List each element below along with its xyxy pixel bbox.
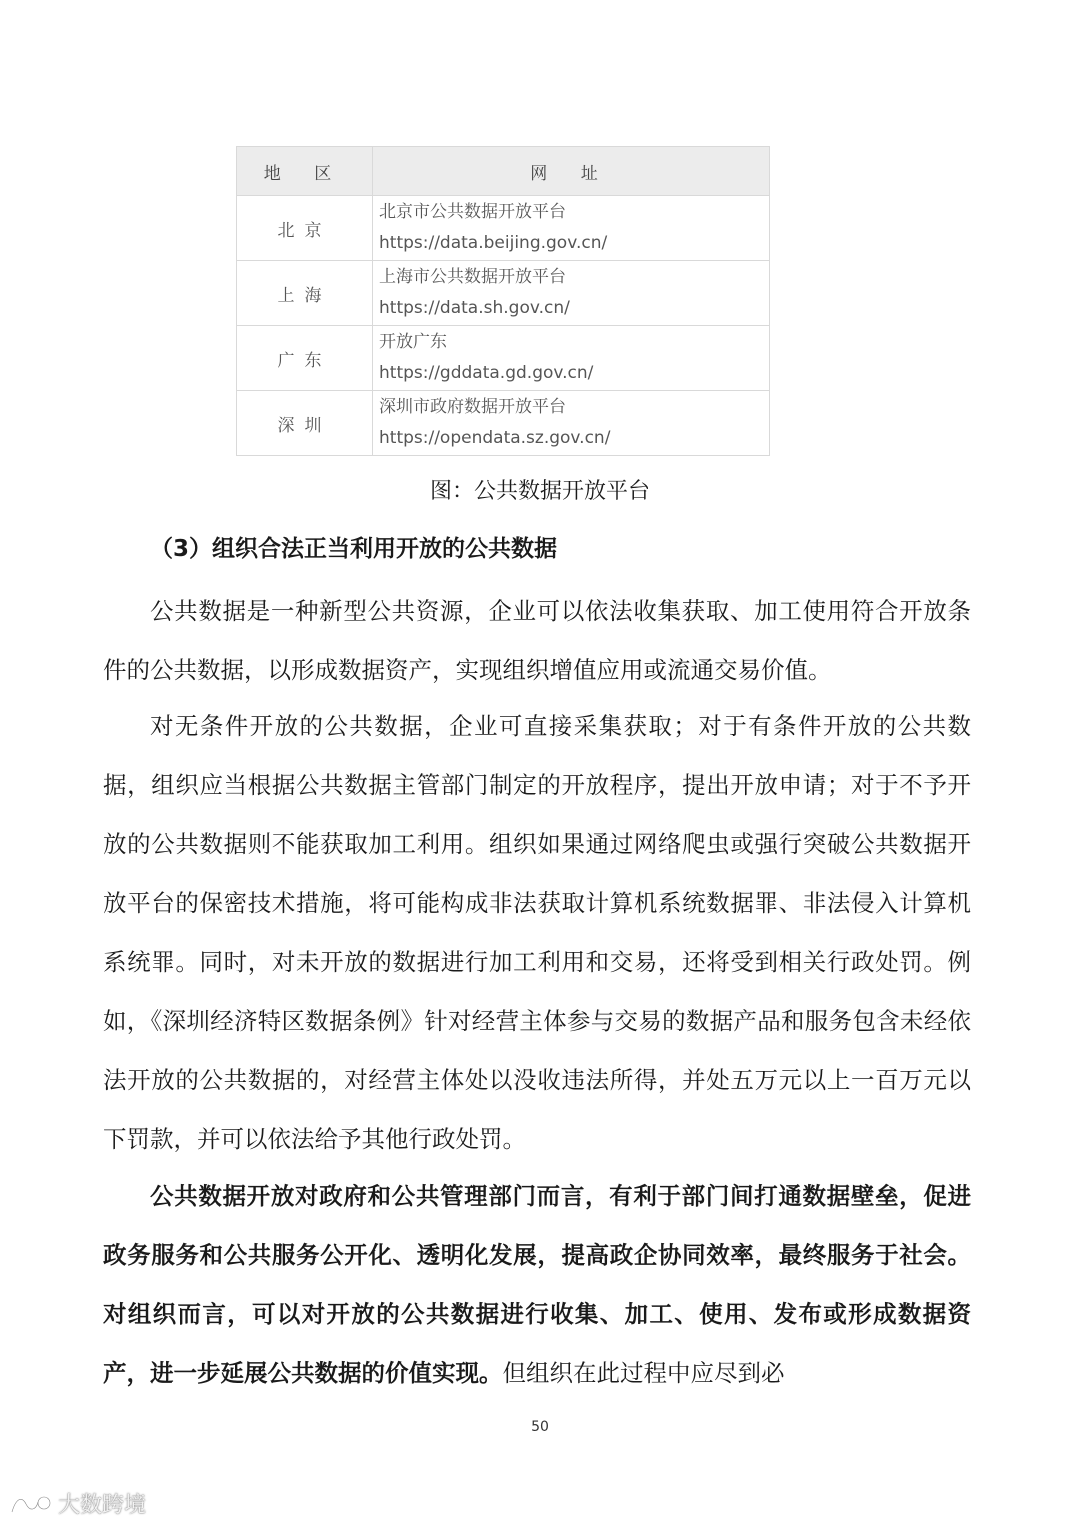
section-heading: （3）组织合法正当利用开放的公共数据 <box>150 536 558 562</box>
bold-statement: 公共数据开放对政府和公共管理部门而言，有利于部门间打通数据壁垒，促进政务服务和公共服务公开化、透明化发展，提高政企协同效率，最终服务于社会。对组织而言，可以对开放的公共数据进行收集、加工、使用、发布或形成数据资产，进一步延展公共数据的价值实现。 <box>103 1182 971 1387</box>
region-cell: 深圳 <box>237 391 373 456</box>
platform-url: https://data.beijing.gov.cn/ <box>379 233 608 253</box>
platform-name: 北京市公共数据开放平台 <box>379 202 566 222</box>
figure-caption: 图：公共数据开放平台 <box>429 479 650 504</box>
table-row <box>237 391 770 456</box>
paragraph-open-data-value <box>103 1167 971 1403</box>
region-cell: 北京 <box>237 196 373 261</box>
platform-name: 深圳市政府数据开放平台 <box>379 397 566 417</box>
watermark <box>8 1488 146 1519</box>
site-cell <box>373 196 770 261</box>
region-cell: 广东 <box>237 326 373 391</box>
table-row <box>237 326 770 391</box>
platform-name: 上海市公共数据开放平台 <box>379 267 566 287</box>
continuation-text: 但组织在此过程中应尽到必 <box>502 1359 785 1387</box>
table-row <box>237 261 770 326</box>
site-cell <box>373 326 770 391</box>
platform-table <box>236 146 770 456</box>
paragraph-public-data-resource: 公共数据是一种新型公共资源，企业可以依法收集获取、加工使用符合开放条件的公共数据，以形成数据资产，实现组织增值应用或流通交易价值。 <box>103 597 971 684</box>
region-cell: 上海 <box>237 261 373 326</box>
table-row <box>237 196 770 261</box>
site-cell <box>373 261 770 326</box>
platform-url: https://opendata.sz.gov.cn/ <box>379 428 611 448</box>
platform-url: https://data.sh.gov.cn/ <box>379 298 570 318</box>
page-number: 50 <box>531 1419 549 1435</box>
logo-icon <box>8 1492 54 1516</box>
platform-name: 开放广东 <box>379 332 447 352</box>
platform-url: https://gddata.gd.gov.cn/ <box>379 363 594 383</box>
paragraph-open-data-conditions: 对无条件开放的公共数据，企业可直接采集获取；对于有条件开放的公共数据，组织应当根据公共数据主管部门制定的开放程序，提出开放申请；对于不予开放的公共数据则不能获取加工利用。组织如果通过网络爬虫或强行突破公共数据开放平台的保密技术措施，将可能构成非法获取计算机系统数据罪、非法侵入计算机系统罪。同时，对未开放的数据进行加工利用和交易，还将受到相关行政处罚。例如，《深圳经济特区数据条例》针对经营主体参与交易的数据产品和服务包含未经依法开放的公共数据的，对经营主体处以没收违法所得，并处五万元以上一百万元以下罚款，并可以依法给予其他行政处罚。 <box>103 712 971 1153</box>
watermark-text: 大数跨境 <box>58 1493 147 1518</box>
header-region: 地 区 <box>237 147 373 196</box>
header-url: 网 址 <box>373 147 770 196</box>
site-cell <box>373 391 770 456</box>
table-header-row <box>237 147 770 196</box>
